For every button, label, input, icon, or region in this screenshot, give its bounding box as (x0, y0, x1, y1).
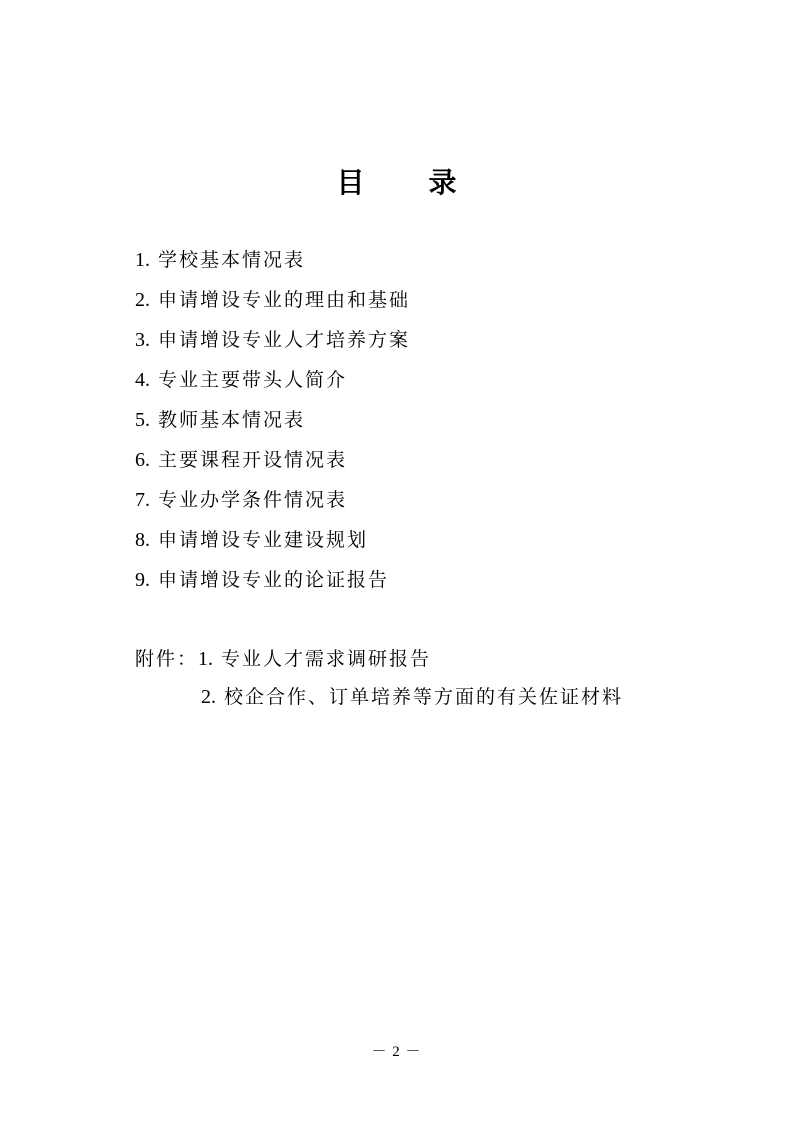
page-number: － 2 － (371, 1044, 422, 1060)
toc-item (135, 240, 410, 280)
toc-item (135, 560, 410, 600)
toc-item (135, 320, 410, 360)
appendix-item-label: 专业人才需求调研报告 (221, 648, 432, 670)
page-title (0, 163, 793, 203)
toc-item-label: 专业主要带头人简介 (158, 369, 348, 391)
toc-item (135, 280, 410, 320)
toc-item (135, 440, 410, 480)
toc-item-label: 申请增设专业人才培养方案 (158, 329, 411, 351)
appendix-prefix: 附件： (135, 648, 199, 670)
table-of-contents (135, 240, 410, 600)
toc-item-label: 教师基本情况表 (158, 409, 306, 431)
appendix-item-number: 2. (201, 686, 216, 708)
toc-item-number: 5. (135, 409, 150, 431)
toc-item-number: 6. (135, 449, 150, 471)
toc-item-label: 主要课程开设情况表 (158, 449, 348, 471)
appendix-section (135, 640, 623, 716)
toc-item (135, 400, 410, 440)
toc-item (135, 520, 410, 560)
page-title-char-2: 录 (428, 166, 457, 199)
toc-item (135, 360, 410, 400)
toc-item-number: 4. (135, 369, 150, 391)
toc-item-label: 申请增设专业的理由和基础 (158, 289, 411, 311)
appendix-item (135, 640, 623, 678)
toc-item-label: 学校基本情况表 (158, 249, 306, 271)
toc-item-number: 1. (135, 249, 150, 271)
appendix-item-label: 校企合作、订单培养等方面的有关佐证材料 (224, 686, 624, 708)
appendix-item-number: 1. (198, 648, 214, 670)
toc-item-number: 2. (135, 289, 150, 311)
toc-item-label: 专业办学条件情况表 (158, 489, 348, 511)
page-title-char-1: 目 (336, 166, 365, 199)
appendix-item (135, 678, 623, 716)
toc-item-number: 9. (135, 569, 150, 591)
toc-item-number: 8. (135, 529, 150, 551)
toc-item (135, 480, 410, 520)
toc-item-label: 申请增设专业的论证报告 (158, 569, 390, 591)
toc-item-number: 7. (135, 489, 150, 511)
toc-item-label: 申请增设专业建设规划 (158, 529, 369, 551)
toc-item-number: 3. (135, 329, 150, 351)
